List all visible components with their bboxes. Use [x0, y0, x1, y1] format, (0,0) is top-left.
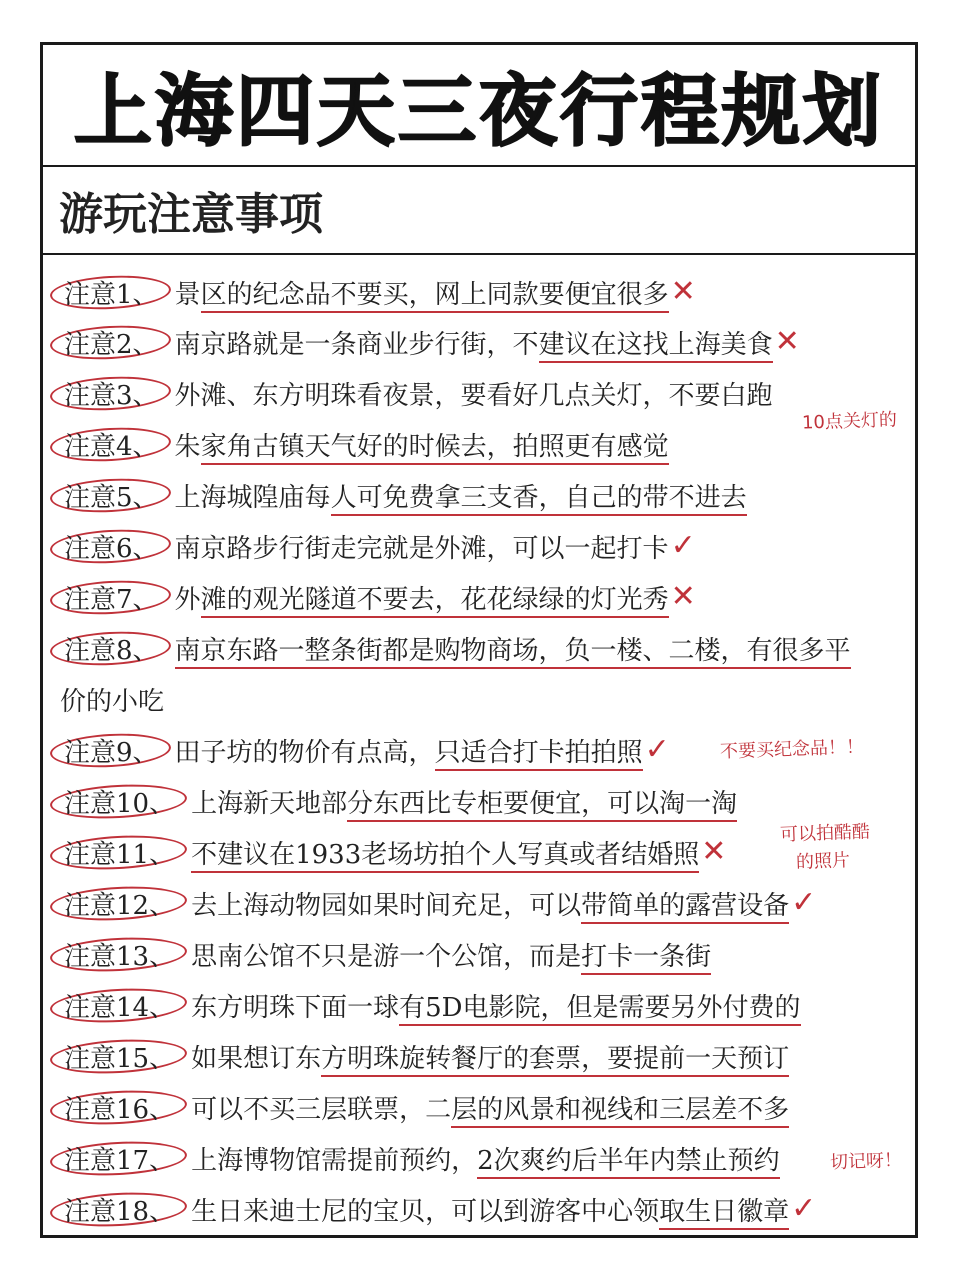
title-band — [43, 45, 915, 167]
tip-text-plain: 可以不买三层联票，二 — [191, 1094, 452, 1125]
tip-text-plain: 上海城隍庙每 — [174, 482, 331, 513]
tip-text — [191, 1038, 789, 1075]
tip-text — [175, 477, 747, 514]
tip-number: 注意15、 — [64, 1043, 176, 1074]
tip-row — [48, 1085, 789, 1129]
tip-text-plain: 如果想订东 — [191, 1043, 322, 1074]
tip-tag — [48, 783, 185, 820]
tip-row — [48, 728, 670, 772]
tip-row — [48, 473, 747, 517]
tip-text — [191, 885, 789, 922]
tip-text-plain: 南京路就是一条商业步行街，不 — [174, 329, 539, 360]
tip-text-plain: 思南公馆不只是游一个公馆，而是 — [191, 941, 582, 972]
tip-tag — [48, 732, 169, 769]
tip-number: 注意17、 — [64, 1145, 176, 1176]
tip-row — [48, 1187, 816, 1231]
tip-number: 注意10、 — [64, 788, 176, 819]
tip-number: 注意4、 — [64, 431, 159, 462]
tip-tag — [48, 477, 169, 514]
tip-row — [48, 983, 801, 1027]
tip-text-plain: 外滩、东方明珠看夜景，要看好几点关灯，不要白跑 — [174, 380, 773, 411]
tip-number: 注意3、 — [64, 380, 159, 411]
tip-text — [175, 528, 669, 565]
tip-text-plain: 景 — [174, 279, 201, 310]
tip-number: 注意1、 — [64, 279, 159, 310]
tip-text-plain: 外 — [174, 584, 201, 615]
tip-text-plain: 田子坊的物价有点高， — [174, 737, 435, 768]
tip-row — [48, 270, 696, 314]
tip-text-underlined: 只适合打卡拍拍照 — [435, 738, 643, 771]
tip-row — [48, 1034, 789, 1078]
handwritten-note: 切记呀！ — [829, 1149, 903, 1174]
tip-number: 注意5、 — [64, 482, 159, 513]
tip-row — [48, 779, 737, 823]
tip-number: 注意18、 — [64, 1196, 176, 1227]
section-subtitle: 游玩注意事项 — [59, 189, 323, 240]
tip-text-plain: 东方明珠下面一球 — [191, 992, 400, 1023]
tip-tag — [48, 834, 185, 871]
tip-tag — [48, 1038, 185, 1075]
tip-text-underlined: 滩的观光隧道不要去，花花绿绿的灯光秀 — [201, 585, 669, 618]
tip-text-continuation: 价的小吃 — [60, 686, 165, 717]
tip-text — [191, 936, 711, 973]
tip-text-underlined: 人可免费拿三支香，自己的带不进去 — [331, 483, 747, 516]
tip-text-plain: 上海博物馆需提前预约， — [191, 1145, 478, 1176]
tip-row — [48, 422, 669, 466]
tip-text-underlined: 打卡一条街 — [581, 942, 711, 975]
tip-text-underlined: 区的纪念品不要买，网上同款要便宜很多 — [201, 280, 669, 313]
subtitle-band — [43, 167, 915, 255]
tip-tag — [48, 885, 185, 922]
tip-number: 注意16、 — [64, 1094, 176, 1125]
tip-text — [175, 630, 851, 667]
tip-row — [48, 830, 726, 874]
tip-row — [48, 881, 816, 925]
tip-tag — [48, 579, 169, 616]
tip-tag — [48, 630, 169, 667]
tip-tag — [48, 1191, 185, 1228]
handwritten-note: 10点关灯的 — [801, 409, 898, 434]
tip-text-plain: 南京路步行街走完就是外滩，可以一起打卡 — [174, 533, 669, 564]
tip-text — [191, 987, 800, 1024]
check-icon: ✓ — [791, 1191, 817, 1226]
tip-text-underlined: 建议在这找上海美食 — [539, 330, 773, 363]
tip-text-underlined: 南京东路一整条街都是购物商场，负一楼、二楼，有很多平 — [175, 636, 851, 669]
tip-tag — [48, 987, 185, 1024]
tip-row — [48, 932, 711, 976]
cross-icon: ✕ — [701, 834, 727, 869]
tip-row — [48, 524, 696, 568]
tip-number: 注意9、 — [64, 737, 159, 768]
tip-tag — [48, 1140, 185, 1177]
tip-text — [175, 375, 773, 412]
tip-number: 注意13、 — [64, 941, 176, 972]
tip-text — [175, 579, 669, 616]
tip-text — [191, 834, 699, 871]
tip-text — [191, 1089, 789, 1126]
tip-text — [191, 783, 737, 820]
tip-tag — [48, 274, 169, 311]
tip-number: 注意2、 — [64, 329, 159, 360]
check-icon: ✓ — [670, 528, 696, 563]
tip-number: 注意7、 — [64, 584, 159, 615]
tip-text-underlined: 家角古镇天气好的时候去，拍照更有感觉 — [201, 432, 669, 465]
check-icon: ✓ — [644, 732, 670, 767]
tip-tag — [48, 375, 169, 412]
tip-text-plain: 去上海动物园如果时间充足，可以 — [191, 890, 582, 921]
tip-number: 注意8、 — [64, 635, 159, 666]
tip-tag — [48, 1089, 185, 1126]
page-title: 上海四天三夜行程规划 — [73, 67, 884, 157]
cross-icon: ✕ — [774, 324, 800, 359]
tip-text-underlined: 方明珠旋转餐厅的套票，要提前一天预订 — [321, 1044, 789, 1077]
tip-text-underlined: 有5D电影院，但是需要另外付费的 — [399, 993, 800, 1026]
tip-text-underlined: 不建议在1933老场坊拍个人写真或者结婚照 — [191, 840, 699, 873]
tip-row — [48, 1136, 780, 1180]
check-icon: ✓ — [791, 885, 817, 920]
handwritten-note: 可以拍酷酷 — [779, 821, 871, 846]
tip-number: 注意11、 — [64, 839, 176, 870]
tip-text-underlined: 分东西比专柜要便宜，可以淘一淘 — [347, 789, 737, 822]
tip-text-plain: 朱 — [174, 431, 201, 462]
tip-text — [175, 732, 643, 769]
handwritten-note: 不要买纪念品！！ — [719, 736, 865, 763]
tip-text-underlined: 取生日徽章 — [659, 1197, 789, 1230]
tip-text-underlined: 2次爽约后半年内禁止预约 — [477, 1146, 780, 1179]
tip-text — [191, 1191, 789, 1228]
tip-text — [175, 426, 669, 463]
tip-row — [48, 575, 696, 619]
cross-icon: ✕ — [670, 579, 696, 614]
tip-number: 注意12、 — [64, 890, 176, 921]
tip-text-underlined: 层的风景和视线和三层差不多 — [451, 1095, 789, 1128]
tip-text — [191, 1140, 780, 1177]
tip-tag — [48, 528, 169, 565]
tip-row — [48, 371, 773, 415]
tip-text-plain: 生日来迪士尼的宝贝，可以到游客中心领 — [191, 1196, 660, 1227]
tip-text-plain: 上海新天地部 — [191, 788, 348, 819]
tip-text-underlined: 带简单的露营设备 — [581, 891, 789, 924]
tip-number: 注意6、 — [64, 533, 159, 564]
tip-text — [175, 324, 773, 361]
tip-row — [48, 626, 851, 670]
tip-tag — [48, 426, 169, 463]
cross-icon: ✕ — [670, 274, 696, 309]
tip-number: 注意14、 — [64, 992, 176, 1023]
tip-row — [48, 320, 800, 364]
tip-text — [175, 274, 669, 311]
handwritten-note: 的照片 — [795, 850, 851, 873]
tip-tag — [48, 324, 169, 361]
tip-tag — [48, 936, 185, 973]
